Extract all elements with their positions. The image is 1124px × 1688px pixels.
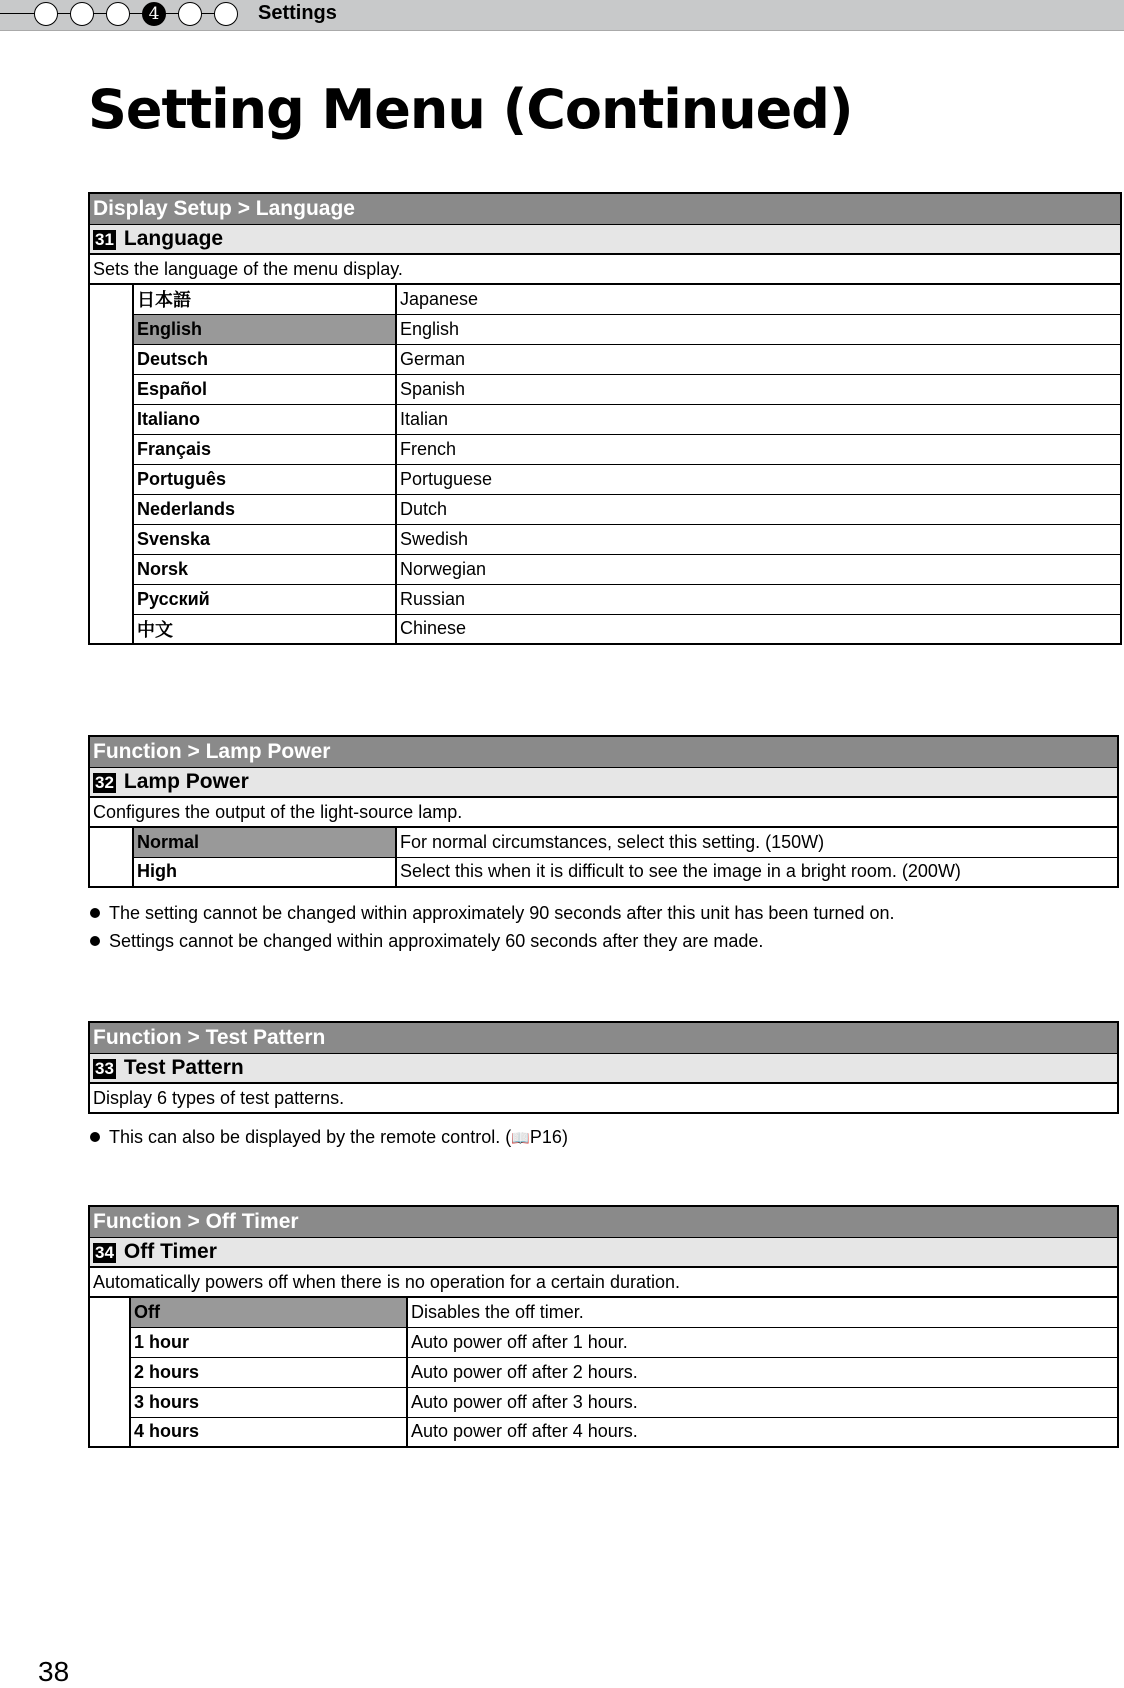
language-table xyxy=(88,192,1122,645)
setting-title: 32 Lamp Power xyxy=(89,767,1118,797)
option-description: Auto power off after 1 hour. xyxy=(407,1327,1118,1357)
option-name: 4 hours xyxy=(130,1417,407,1447)
option-name: Italiano xyxy=(133,404,396,434)
setting-description: Configures the output of the light-source lamp. xyxy=(89,797,1118,827)
option-description: Italian xyxy=(396,404,1121,434)
option-row xyxy=(89,434,1121,464)
option-description: Russian xyxy=(396,584,1121,614)
note: Settings cannot be changed within approximately 60 seconds after they are made. xyxy=(90,931,763,952)
option-row xyxy=(89,284,1121,314)
section-header: Display Setup > Language xyxy=(89,193,1121,224)
setting-title: 31 Language xyxy=(89,224,1121,254)
option-name: 1 hour xyxy=(130,1327,407,1357)
page-title: Setting Menu (Continued) xyxy=(88,78,853,141)
option-description: Auto power off after 2 hours. xyxy=(407,1357,1118,1387)
option-name: Svenska xyxy=(133,524,396,554)
setting-title: 33 Test Pattern xyxy=(89,1053,1118,1083)
option-name: Normal xyxy=(133,827,396,857)
option-row xyxy=(89,374,1121,404)
option-name: Off xyxy=(130,1297,407,1327)
chapter-step-6 xyxy=(214,2,238,26)
option-row xyxy=(89,1387,1118,1417)
setting-number: 31 xyxy=(95,229,114,249)
bullet-icon xyxy=(90,1132,100,1142)
option-description: Chinese xyxy=(396,614,1121,644)
section-header: Function > Test Pattern xyxy=(89,1022,1118,1053)
option-name: Français xyxy=(133,434,396,464)
manual-reference-icon: 📖 xyxy=(511,1130,530,1147)
option-row xyxy=(89,494,1121,524)
option-description: German xyxy=(396,344,1121,374)
setting-description: Sets the language of the menu display. xyxy=(89,254,1121,284)
chapter-header xyxy=(0,0,1124,31)
option-name: 中文 xyxy=(133,614,396,644)
off-timer-table xyxy=(88,1205,1119,1448)
setting-number: 33 xyxy=(95,1058,114,1078)
option-name: Norsk xyxy=(133,554,396,584)
option-description: Auto power off after 3 hours. xyxy=(407,1387,1118,1417)
option-name: Русский xyxy=(133,584,396,614)
setting-title: 34 Off Timer xyxy=(89,1237,1118,1267)
chapter-step-1 xyxy=(34,2,58,26)
option-description: Disables the off timer. xyxy=(407,1297,1118,1327)
option-row xyxy=(89,344,1121,374)
option-description: French xyxy=(396,434,1121,464)
option-name: Deutsch xyxy=(133,344,396,374)
option-name: English xyxy=(133,314,396,344)
option-name: Nederlands xyxy=(133,494,396,524)
chapter-step-4: 4 xyxy=(142,2,166,26)
note: This can also be displayed by the remote control. (📖P16) xyxy=(90,1127,568,1148)
indent-cell xyxy=(89,827,133,887)
test-pattern-table xyxy=(88,1021,1119,1114)
option-row xyxy=(89,464,1121,494)
setting-number: 34 xyxy=(95,1242,114,1262)
option-name: High xyxy=(133,857,396,887)
option-description: Auto power off after 4 hours. xyxy=(407,1417,1118,1447)
option-name: Português xyxy=(133,464,396,494)
option-description: For normal circumstances, select this setting. (150W) xyxy=(396,827,1118,857)
option-row xyxy=(89,1417,1118,1447)
setting-number: 32 xyxy=(95,772,114,792)
option-description: Norwegian xyxy=(396,554,1121,584)
bullet-icon xyxy=(90,908,100,918)
option-description: Portuguese xyxy=(396,464,1121,494)
page-reference[interactable]: P16 xyxy=(529,1127,562,1147)
setting-description: Display 6 types of test patterns. xyxy=(89,1083,1118,1113)
section-header: Function > Off Timer xyxy=(89,1206,1118,1237)
page-number: 38 xyxy=(38,1656,70,1687)
option-row xyxy=(89,1357,1118,1387)
chapter-step-3 xyxy=(106,2,130,26)
option-row xyxy=(89,554,1121,584)
option-name: 日本語 xyxy=(133,284,396,314)
chapter-label: Settings xyxy=(258,2,337,24)
option-description: Select this when it is difficult to see the image in a bright room. (200W) xyxy=(396,857,1118,887)
option-description: Dutch xyxy=(396,494,1121,524)
option-row xyxy=(89,314,1121,344)
indent-cell xyxy=(89,1297,130,1447)
option-description: Swedish xyxy=(396,524,1121,554)
setting-description: Automatically powers off when there is no operation for a certain duration. xyxy=(89,1267,1118,1297)
option-row xyxy=(89,1327,1118,1357)
option-row xyxy=(89,827,1118,857)
option-description: Spanish xyxy=(396,374,1121,404)
note: The setting cannot be changed within approximately 90 seconds after this unit has been turned on. xyxy=(90,903,895,924)
bullet-icon xyxy=(90,936,100,946)
option-name: 3 hours xyxy=(130,1387,407,1417)
option-name: Español xyxy=(133,374,396,404)
chapter-step-2 xyxy=(70,2,94,26)
option-row xyxy=(89,614,1121,644)
section-header: Function > Lamp Power xyxy=(89,736,1118,767)
option-row xyxy=(89,857,1118,887)
option-name: 2 hours xyxy=(130,1357,407,1387)
lamp-power-table xyxy=(88,735,1119,888)
chapter-step-5 xyxy=(178,2,202,26)
option-row xyxy=(89,1297,1118,1327)
indent-cell xyxy=(89,284,133,644)
option-row xyxy=(89,524,1121,554)
option-row xyxy=(89,404,1121,434)
option-row xyxy=(89,584,1121,614)
option-description: English xyxy=(396,314,1121,344)
option-description: Japanese xyxy=(396,284,1121,314)
